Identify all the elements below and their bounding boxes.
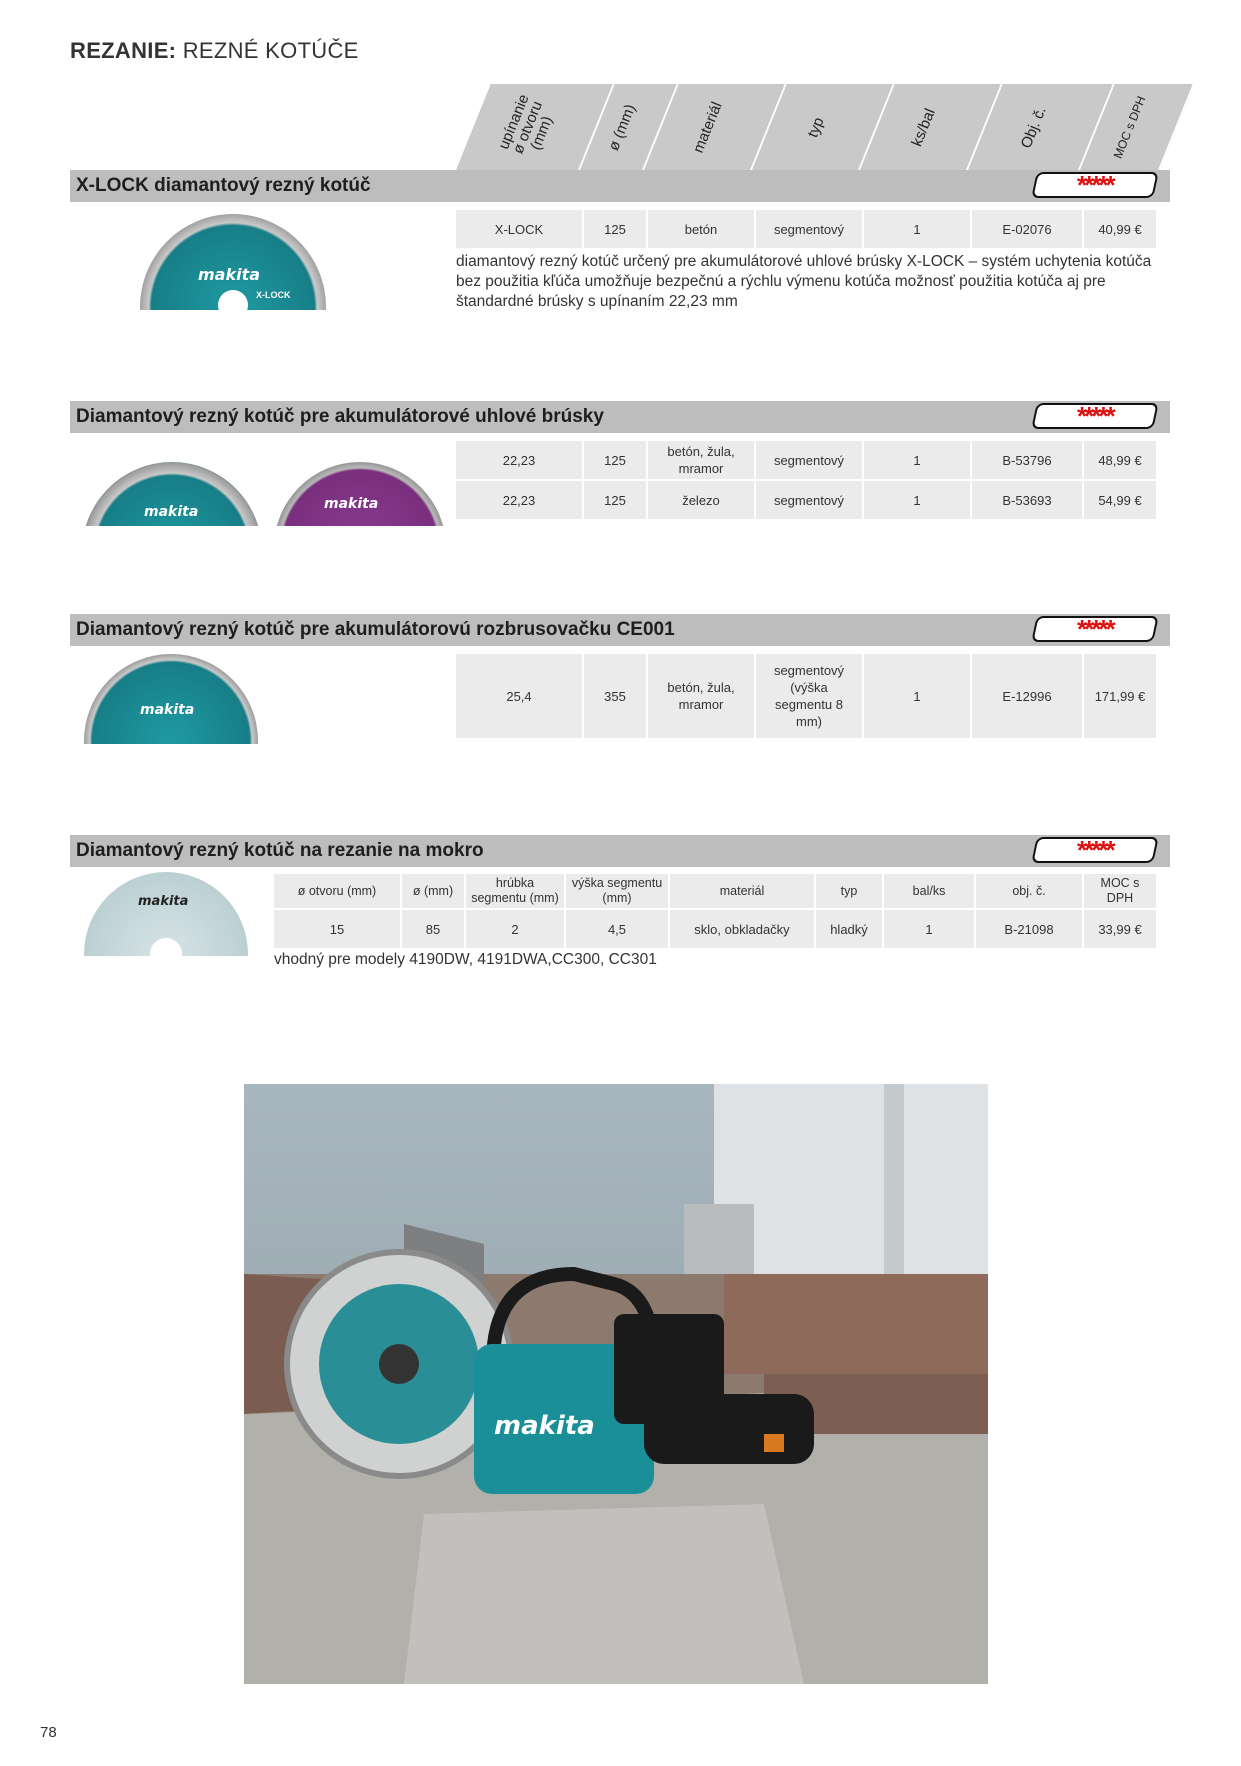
table-row xyxy=(456,441,1158,479)
cell-price: 33,99 € xyxy=(1084,910,1158,948)
cell-bore: 15 xyxy=(274,910,402,948)
power-cutter-illustration xyxy=(244,1084,988,1684)
xlock-logo: X-LOCK xyxy=(256,290,291,300)
asterisk-icon: ***** xyxy=(1077,614,1113,644)
product-image-wet-disc xyxy=(84,872,248,956)
makita-photo-logo: makita xyxy=(494,1411,595,1441)
section-title: X-LOCK diamantový rezný kotúč xyxy=(76,175,371,196)
header-diameter: ø (mm) xyxy=(402,874,466,908)
header-bore: ø otvoru (mm) xyxy=(274,874,402,908)
cell-qty: 1 xyxy=(864,210,972,248)
rating-badge xyxy=(1031,172,1159,198)
makita-logo: makita xyxy=(198,265,261,284)
cell-order-no: B-53693 xyxy=(972,481,1084,519)
makita-logo: makita xyxy=(140,702,195,718)
cell-bore: 25,4 xyxy=(456,654,584,738)
table-row xyxy=(456,481,1158,519)
cell-type: hladký xyxy=(816,910,884,948)
product-description: diamantový rezný kotúč určený pre akumulátorové uhlové brúsky X-LOCK – systém uchytenia kotúča bez použitia kľúča umožňuje bezpečnú a rýchlu výmenu kotúča možnosť použitia kotúča aj pre štandardné brúsky s upínaním 22,23 mm xyxy=(456,253,1152,310)
cell-diameter: 85 xyxy=(402,910,466,948)
cell-qty: 1 xyxy=(864,654,972,738)
page-number: 78 xyxy=(40,1724,57,1741)
section-title: Diamantový rezný kotúč pre akumulátorové uhlové brúsky xyxy=(76,406,604,427)
cell-material: betón, žula, mramor xyxy=(648,654,756,738)
asterisk-icon: ***** xyxy=(1077,401,1113,431)
col-header-label: ø (mm) xyxy=(605,101,639,153)
makita-logo: makita xyxy=(144,504,199,520)
product-image-purple-disc xyxy=(274,462,446,526)
cell-qty: 1 xyxy=(864,441,972,479)
cell-order-no: E-02076 xyxy=(972,210,1084,248)
product-photo-power-cutter xyxy=(244,1084,988,1684)
table-header-row xyxy=(274,874,1158,908)
cell-bore: X-LOCK xyxy=(456,210,584,248)
cell-diameter: 125 xyxy=(584,481,648,519)
header-thickness: hrúbka segmentu (mm) xyxy=(466,874,566,908)
cell-qty: 1 xyxy=(884,910,976,948)
cell-type: segmentový xyxy=(756,210,864,248)
column-header xyxy=(456,84,1200,170)
section-bar xyxy=(70,835,1170,867)
cell-type: segmentový xyxy=(756,481,864,519)
header-qty: bal/ks xyxy=(884,874,976,908)
cell-thickness: 2 xyxy=(466,910,566,948)
cell-material: betón, žula, mramor xyxy=(648,441,756,479)
header-type: typ xyxy=(816,874,884,908)
header-material: materiál xyxy=(670,874,816,908)
cell-price: 171,99 € xyxy=(1084,654,1158,738)
product-image-xlock-disc xyxy=(138,210,328,310)
cell-order-no: E-12996 xyxy=(972,654,1084,738)
cell-type: segmentový xyxy=(756,441,864,479)
cell-diameter: 125 xyxy=(584,441,648,479)
table-row xyxy=(274,910,1158,948)
section-bar xyxy=(70,614,1170,646)
rating-badge xyxy=(1031,616,1159,642)
rating-badge xyxy=(1031,403,1159,429)
cell-order-no: B-21098 xyxy=(976,910,1084,948)
product-image-ce001-disc xyxy=(84,654,258,744)
header-height: výška segmentu (mm) xyxy=(566,874,670,908)
col-header-label: materiál xyxy=(690,99,726,155)
cell-material: železo xyxy=(648,481,756,519)
cell-price: 54,99 € xyxy=(1084,481,1158,519)
cell-height: 4,5 xyxy=(566,910,670,948)
col-header-label: MOC s DPH xyxy=(1110,93,1149,161)
makita-logo: makita xyxy=(324,496,379,512)
cell-diameter: 125 xyxy=(584,210,648,248)
product-image-teal-disc xyxy=(82,462,262,526)
cell-bore: 22,23 xyxy=(456,481,584,519)
cell-price: 40,99 € xyxy=(1084,210,1158,248)
section-title: Diamantový rezný kotúč na rezanie na mokro xyxy=(76,840,484,861)
col-header-label: upínanie ø otvoru (mm) xyxy=(495,91,557,156)
section-bar xyxy=(70,170,1170,202)
table-row xyxy=(456,210,1158,248)
cell-material: sklo, obkladačky xyxy=(670,910,816,948)
page-title: REZANIE: REZNÉ KOTÚČE xyxy=(70,38,359,63)
cell-diameter: 355 xyxy=(584,654,648,738)
section-bar xyxy=(70,401,1170,433)
header-price: MOC s DPH xyxy=(1084,874,1158,908)
col-header-label: ks/bal xyxy=(908,105,940,149)
cell-bore: 22,23 xyxy=(456,441,584,479)
header-order-no: obj. č. xyxy=(976,874,1084,908)
cell-material: betón xyxy=(648,210,756,248)
table-row xyxy=(456,654,1158,738)
cell-qty: 1 xyxy=(864,481,972,519)
makita-logo: makita xyxy=(138,894,189,909)
col-header-label: Obj. č. xyxy=(1017,103,1050,151)
cell-type: segmentový (výška segmentu 8 mm) xyxy=(756,654,864,738)
product-description: vhodný pre modely 4190DW, 4191DWA,CC300, CC301 xyxy=(274,951,657,968)
cell-price: 48,99 € xyxy=(1084,441,1158,479)
rating-badge xyxy=(1031,837,1159,863)
col-header-label: typ xyxy=(804,114,828,140)
cell-order-no: B-53796 xyxy=(972,441,1084,479)
asterisk-icon: ***** xyxy=(1077,835,1113,865)
asterisk-icon: ***** xyxy=(1077,170,1113,200)
section-title: Diamantový rezný kotúč pre akumulátorovú rozbrusovačku CE001 xyxy=(76,619,675,640)
